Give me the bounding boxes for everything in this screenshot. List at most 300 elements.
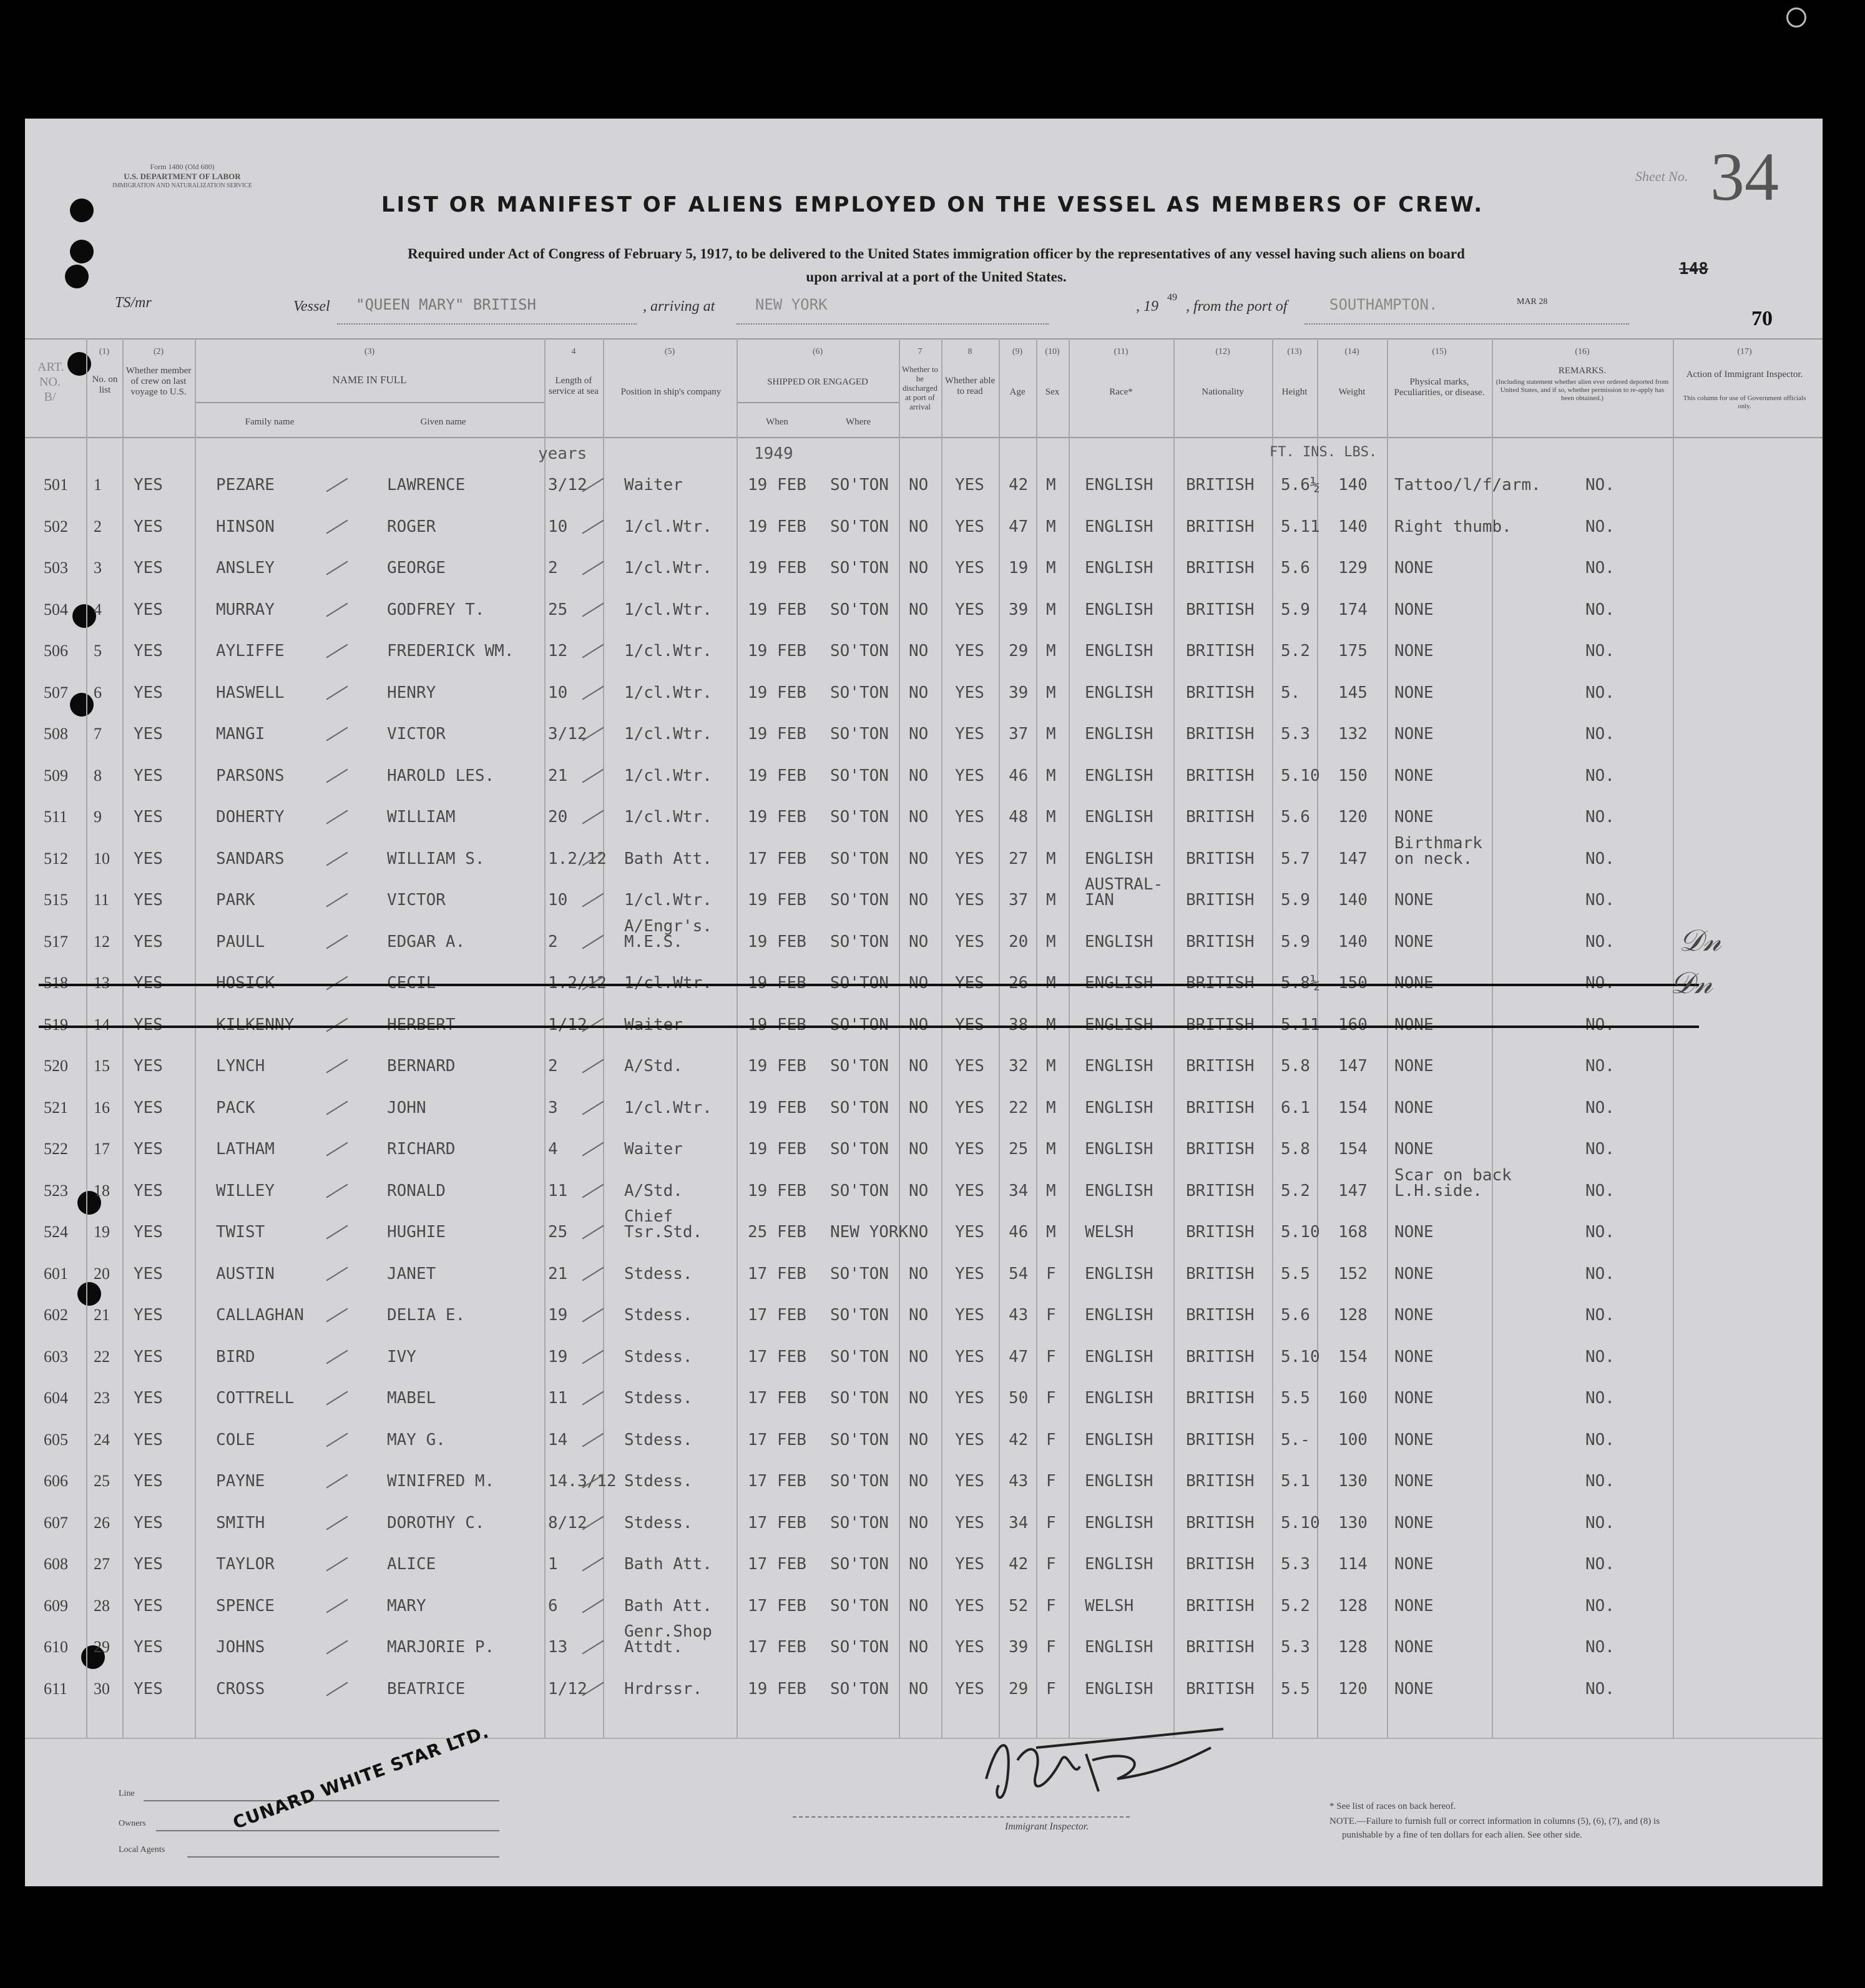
cell-physical-marks: NONE (1394, 1597, 1434, 1615)
cell-no-on-list: 27 (94, 1555, 110, 1573)
cell-discharged: NO (909, 891, 929, 909)
cell-remarks: NO. (1585, 683, 1615, 702)
cell-height: 5.5 (1281, 1389, 1310, 1408)
cell-shipped-when: 17 FEB (748, 1306, 806, 1325)
cell-nationality: BRITISH (1186, 559, 1255, 577)
cell-remarks: NO. (1585, 1140, 1615, 1158)
cell-age: 29 (1009, 1680, 1029, 1698)
header-no-on-list: No. on list (92, 375, 118, 395)
cell-able-to-read: YES (955, 1389, 984, 1408)
cell-physical-marks: Tattoo/l/f/arm. (1394, 476, 1541, 494)
cell-nationality: BRITISH (1186, 1597, 1255, 1615)
cell-discharged: NO (909, 1555, 929, 1574)
cell-weight: 120 (1338, 808, 1368, 826)
column-number: (15) (1432, 347, 1447, 356)
cell-height: 5.3 (1281, 1555, 1310, 1574)
cell-height: 5.10 (1281, 1223, 1320, 1241)
cell-height: 5.2 (1281, 1597, 1310, 1615)
cell-age: 42 (1009, 476, 1029, 494)
cell-height: 5.5 (1281, 1680, 1310, 1698)
cell-weight: 130 (1338, 1514, 1368, 1532)
units-years: years (538, 444, 587, 463)
cell-given-name: HUGHIE (387, 1223, 446, 1241)
cell-shipped-where: SO'TON (830, 1140, 889, 1158)
cell-discharged: NO (909, 808, 929, 826)
cell-shipped-where: SO'TON (830, 974, 889, 992)
cell-family-name: BIRD (216, 1348, 255, 1366)
cell-weight: 132 (1338, 725, 1368, 743)
cell-discharged: NO (909, 1265, 929, 1283)
header-remarks-note: (Including statement whether alien ever ordered deported from United States, and if so, whether permission to re-apply has been obtained.) (1495, 378, 1669, 402)
cell-family-name: LATHAM (216, 1140, 275, 1158)
cell-given-name: WILLIAM (387, 808, 456, 826)
cell-position: Stdess. (624, 1472, 693, 1491)
cell-able-to-read: YES (955, 766, 984, 785)
cell-remarks: NO. (1585, 1555, 1615, 1574)
cell-position: 1/cl.Wtr. (624, 974, 712, 992)
cell-able-to-read: YES (955, 1472, 984, 1491)
header-height: Height (1281, 387, 1308, 397)
cell-shipped-when: 17 FEB (748, 1555, 806, 1574)
cell-race: WELSH (1085, 1223, 1134, 1241)
cell-race: ENGLISH (1085, 1638, 1153, 1657)
cell-crew-member: YES (134, 1555, 163, 1574)
cell-length-of-service: 8/12 (548, 1514, 587, 1532)
cell-sex: M (1046, 559, 1056, 577)
cell-art-no: 608 (44, 1555, 68, 1573)
cell-sex: F (1046, 1555, 1056, 1574)
cell-race: ENGLISH (1085, 1265, 1153, 1283)
header-shipped-engaged: SHIPPED OR ENGAGED (767, 377, 868, 387)
cell-family-name: TAYLOR (216, 1555, 275, 1574)
cell-weight: 130 (1338, 1472, 1368, 1491)
arriving-underline (737, 323, 1049, 325)
cell-able-to-read: YES (955, 1099, 984, 1117)
cell-art-no: 603 (44, 1348, 68, 1366)
cell-remarks: NO. (1585, 850, 1615, 868)
cell-shipped-when: 17 FEB (748, 1638, 806, 1657)
cell-no-on-list: 2 (94, 517, 102, 536)
header-where: Where (846, 417, 871, 427)
cell-physical-marks: NONE (1394, 642, 1434, 660)
cell-given-name: ROGER (387, 517, 436, 536)
column-number: (2) (153, 347, 164, 356)
cell-position: Waiter (624, 476, 683, 494)
strike-through-line (39, 1026, 1699, 1028)
cell-shipped-when: 19 FEB (748, 1182, 806, 1200)
owners-underline (156, 1830, 499, 1831)
cell-length-of-service: 1/12 (548, 1016, 587, 1034)
cell-shipped-when: 19 FEB (748, 725, 806, 743)
cell-remarks: NO. (1585, 1016, 1615, 1034)
corner-mark (1786, 7, 1806, 27)
cell-race: ENGLISH (1085, 683, 1153, 702)
cell-age: 43 (1009, 1472, 1029, 1491)
inspector-initials: 𝒟𝓃 (1670, 967, 1713, 1000)
cell-discharged: NO (909, 1514, 929, 1532)
cell-sex: M (1046, 1223, 1056, 1241)
cell-sex: M (1046, 766, 1056, 785)
cell-age: 37 (1009, 725, 1029, 743)
cell-race: ENGLISH (1085, 642, 1153, 660)
cell-sex: F (1046, 1348, 1056, 1366)
cell-sex: M (1046, 725, 1056, 743)
cell-age: 46 (1009, 766, 1029, 785)
cell-no-on-list: 1 (94, 476, 102, 494)
cell-weight: 140 (1338, 933, 1368, 951)
cell-nationality: BRITISH (1186, 1223, 1255, 1241)
cell-remarks: NO. (1585, 1182, 1615, 1200)
cell-art-no: 507 (44, 683, 68, 702)
cell-length-of-service: 6 (548, 1597, 558, 1615)
cell-family-name: PARSONS (216, 766, 285, 785)
cell-shipped-when: 17 FEB (748, 1514, 806, 1532)
cell-no-on-list: 24 (94, 1431, 110, 1449)
cell-race: ENGLISH (1085, 600, 1153, 619)
cell-length-of-service: 4 (548, 1140, 558, 1158)
cell-no-on-list: 22 (94, 1348, 110, 1366)
cell-able-to-read: YES (955, 1597, 984, 1615)
column-number: (11) (1114, 347, 1128, 356)
cell-height: 5.10 (1281, 1514, 1320, 1532)
cell-shipped-where: SO'TON (830, 850, 889, 868)
cell-no-on-list: 10 (94, 850, 110, 868)
cell-no-on-list: 30 (94, 1680, 110, 1698)
cell-physical-marks: NONE (1394, 1389, 1434, 1408)
cell-shipped-when: 19 FEB (748, 600, 806, 619)
header-age: Age (1009, 387, 1026, 397)
cell-position: A/Std. (624, 1182, 683, 1200)
cell-height: 5.5 (1281, 1265, 1310, 1283)
cell-remarks: NO. (1585, 1099, 1615, 1117)
cell-family-name: AUSTIN (216, 1265, 275, 1283)
cell-shipped-when: 17 FEB (748, 1265, 806, 1283)
cell-nationality: BRITISH (1186, 1514, 1255, 1532)
cell-physical-marks: NONE (1394, 1431, 1434, 1449)
cell-weight: 160 (1338, 1016, 1368, 1034)
punch-hole (77, 1282, 101, 1306)
cell-nationality: BRITISH (1186, 850, 1255, 868)
cell-position: Stdess. (624, 1514, 693, 1532)
cell-given-name: DOROTHY C. (387, 1514, 485, 1532)
punch-hole (70, 693, 94, 717)
cell-weight: 128 (1338, 1638, 1368, 1657)
column-number: 7 (918, 347, 923, 356)
cell-art-no: 508 (44, 725, 68, 743)
cell-art-no: 517 (44, 933, 68, 951)
punch-hole (70, 240, 94, 263)
cell-given-name: WILLIAM S. (387, 850, 485, 868)
cell-sex: M (1046, 517, 1056, 536)
cell-physical-marks: NONE (1394, 1472, 1434, 1491)
cell-weight: 140 (1338, 517, 1368, 536)
cell-given-name: JOHN (387, 1099, 426, 1117)
cell-sex: M (1046, 1182, 1056, 1200)
cell-position: Bath Att. (624, 850, 712, 868)
cell-art-no: 602 (44, 1306, 68, 1324)
cell-age: 37 (1009, 891, 1029, 909)
cell-discharged: NO (909, 600, 929, 619)
cell-able-to-read: YES (955, 1140, 984, 1158)
cell-position: Stdess. (624, 1389, 693, 1408)
cell-height: 5.10 (1281, 1348, 1320, 1366)
cell-length-of-service: 12 (548, 642, 568, 660)
line-label: Line (119, 1789, 135, 1798)
cell-able-to-read: YES (955, 1680, 984, 1698)
cell-age: 32 (1009, 1057, 1029, 1075)
cell-race: ENGLISH (1085, 808, 1153, 826)
cell-sex: M (1046, 974, 1056, 992)
header-discharged: Whether to be discharged at port of arrival (901, 365, 939, 411)
cell-able-to-read: YES (955, 476, 984, 494)
cell-height: 5.1 (1281, 1472, 1310, 1491)
cell-age: 38 (1009, 1016, 1029, 1034)
cell-discharged: NO (909, 1057, 929, 1075)
cell-able-to-read: YES (955, 1223, 984, 1241)
cell-weight: 150 (1338, 974, 1368, 992)
cell-age: 52 (1009, 1597, 1029, 1615)
cell-sex: F (1046, 1680, 1056, 1698)
cell-shipped-where: SO'TON (830, 1306, 889, 1325)
local-agents-label: Local Agents (119, 1845, 165, 1854)
owners-label: Owners (119, 1819, 146, 1828)
cell-sex: F (1046, 1431, 1056, 1449)
cell-given-name: HENRY (387, 683, 436, 702)
cell-shipped-where: SO'TON (830, 559, 889, 577)
cell-position: 1/cl.Wtr. (624, 891, 712, 909)
cell-family-name: ANSLEY (216, 559, 275, 577)
cell-discharged: NO (909, 559, 929, 577)
cell-physical-marks: NONE (1394, 1265, 1434, 1283)
cell-sex: M (1046, 600, 1056, 619)
cell-sex: M (1046, 1099, 1056, 1117)
cell-art-no: 522 (44, 1140, 68, 1158)
cell-crew-member: YES (134, 891, 163, 909)
cell-height: 5.9 (1281, 891, 1310, 909)
cell-position: Waiter (624, 1140, 683, 1158)
cell-age: 39 (1009, 1638, 1029, 1657)
cell-length-of-service: 1.2/12 (548, 850, 607, 868)
cell-remarks: NO. (1585, 1348, 1615, 1366)
cell-given-name: RICHARD (387, 1140, 456, 1158)
cell-race: ENGLISH (1085, 517, 1153, 536)
cell-age: 27 (1009, 850, 1029, 868)
cell-position: 1/cl.Wtr. (624, 559, 712, 577)
cell-position: 1/cl.Wtr. (624, 517, 712, 536)
cell-shipped-when: 19 FEB (748, 476, 806, 494)
cell-crew-member: YES (134, 683, 163, 702)
cell-sex: M (1046, 1016, 1056, 1034)
cell-art-no: 515 (44, 891, 68, 909)
cell-crew-member: YES (134, 1431, 163, 1449)
cell-given-name: VICTOR (387, 725, 446, 743)
cell-art-no: 524 (44, 1223, 68, 1241)
cell-crew-member: YES (134, 1472, 163, 1491)
cell-age: 22 (1009, 1099, 1029, 1117)
cell-length-of-service: 25 (548, 1223, 568, 1241)
cell-height: 5.3 (1281, 1638, 1310, 1657)
cell-position: Stdess. (624, 1348, 693, 1366)
header-nationality: Nationality (1202, 387, 1244, 397)
cell-nationality: BRITISH (1186, 1555, 1255, 1574)
cell-family-name: PAYNE (216, 1472, 265, 1491)
cell-race: ENGLISH (1085, 1306, 1153, 1325)
cell-family-name: PARK (216, 891, 255, 909)
cell-nationality: BRITISH (1186, 1140, 1255, 1158)
cell-weight: 154 (1338, 1099, 1368, 1117)
cell-given-name: GEORGE (387, 559, 446, 577)
cell-sex: F (1046, 1638, 1056, 1657)
cell-remarks: NO. (1585, 725, 1615, 743)
cell-no-on-list: 3 (94, 559, 102, 577)
cell-no-on-list: 14 (94, 1016, 110, 1034)
cell-physical-marks: NONE (1394, 974, 1434, 992)
cell-weight: 154 (1338, 1140, 1368, 1158)
cell-weight: 175 (1338, 642, 1368, 660)
cell-nationality: BRITISH (1186, 1431, 1255, 1449)
units-height-weight: FT. INS. LBS. (1270, 444, 1378, 460)
cell-family-name: AYLIFFE (216, 642, 285, 660)
cell-shipped-where: SO'TON (830, 808, 889, 826)
cell-sex: F (1046, 1306, 1056, 1325)
cell-discharged: NO (909, 1638, 929, 1657)
cell-length-of-service: 10 (548, 517, 568, 536)
cell-art-no: 611 (44, 1680, 68, 1698)
cell-nationality: BRITISH (1186, 1057, 1255, 1075)
cell-crew-member: YES (134, 1265, 163, 1283)
cell-length-of-service: 3 (548, 1099, 558, 1117)
cell-given-name: FREDERICK WM. (387, 642, 514, 660)
column-rule (1069, 338, 1070, 1738)
cell-weight: 128 (1338, 1306, 1368, 1325)
cell-weight: 147 (1338, 850, 1368, 868)
cell-race: ENGLISH (1085, 1016, 1153, 1034)
cell-remarks: NO. (1585, 517, 1615, 536)
cell-given-name: MAY G. (387, 1431, 446, 1449)
cell-able-to-read: YES (955, 1348, 984, 1366)
scratched-number: 148 (1679, 260, 1708, 278)
manifest-title: LIST OR MANIFEST OF ALIENS EMPLOYED ON THE VESSEL AS MEMBERS OF CREW. (381, 192, 1484, 217)
cell-shipped-where: SO'TON (830, 1348, 889, 1366)
cell-physical-marks: NONE (1394, 683, 1434, 702)
cell-length-of-service: 1.2/12 (548, 974, 607, 992)
cell-art-no: 519 (44, 1016, 68, 1034)
cell-weight: 120 (1338, 1680, 1368, 1698)
column-rule (86, 338, 87, 1738)
cell-shipped-where: SO'TON (830, 891, 889, 909)
cell-physical-marks: NONE (1394, 1223, 1434, 1241)
vessel-underline (337, 323, 637, 325)
cell-discharged: NO (909, 974, 929, 992)
cell-physical-marks: Scar on back L.H.side. (1394, 1166, 1512, 1200)
cell-height: 5.6½ (1281, 476, 1320, 494)
cell-shipped-when: 19 FEB (748, 517, 806, 536)
form-service: IMMIGRATION AND NATURALIZATION SERVICE (112, 182, 252, 189)
cell-age: 29 (1009, 642, 1029, 660)
cell-height: 5.7 (1281, 850, 1310, 868)
cell-no-on-list: 26 (94, 1514, 110, 1532)
cell-age: 43 (1009, 1306, 1029, 1325)
cell-able-to-read: YES (955, 933, 984, 951)
cell-shipped-where: SO'TON (830, 517, 889, 536)
cell-nationality: BRITISH (1186, 1182, 1255, 1200)
arrival-date: MAR 28 (1517, 297, 1548, 306)
column-number: (5) (664, 347, 675, 356)
cell-crew-member: YES (134, 1016, 163, 1034)
cell-weight: 100 (1338, 1431, 1368, 1449)
cell-able-to-read: YES (955, 1016, 984, 1034)
cell-remarks: NO. (1585, 642, 1615, 660)
cell-able-to-read: YES (955, 808, 984, 826)
cell-physical-marks: NONE (1394, 600, 1434, 619)
cell-family-name: SANDARS (216, 850, 285, 868)
cell-weight: 168 (1338, 1223, 1368, 1241)
cell-able-to-read: YES (955, 1306, 984, 1325)
cell-discharged: NO (909, 1348, 929, 1366)
cell-race: ENGLISH (1085, 1182, 1153, 1200)
cell-shipped-when: 19 FEB (748, 683, 806, 702)
column-rule (122, 338, 124, 1738)
cell-sex: F (1046, 1389, 1056, 1408)
cell-position: Hrdrssr. (624, 1680, 703, 1698)
cell-remarks: NO. (1585, 1223, 1615, 1241)
header-art-no: ART. NO. B/ (37, 360, 64, 404)
cell-nationality: BRITISH (1186, 891, 1255, 909)
cell-given-name: CECIL (387, 974, 436, 992)
cell-race: ENGLISH (1085, 933, 1153, 951)
cell-crew-member: YES (134, 766, 163, 785)
cell-shipped-where: SO'TON (830, 1099, 889, 1117)
cell-art-no: 503 (44, 559, 68, 577)
cell-length-of-service: 19 (548, 1306, 568, 1325)
cell-crew-member: YES (134, 1057, 163, 1075)
cell-remarks: NO. (1585, 933, 1615, 951)
cell-race: WELSH (1085, 1597, 1134, 1615)
cell-shipped-when: 19 FEB (748, 1057, 806, 1075)
cell-position: A/Std. (624, 1057, 683, 1075)
cell-no-on-list: 16 (94, 1099, 110, 1117)
cell-nationality: BRITISH (1186, 725, 1255, 743)
cell-length-of-service: 2 (548, 1057, 558, 1075)
cell-weight: 140 (1338, 891, 1368, 909)
vessel-label: Vessel (293, 298, 330, 315)
cell-physical-marks: NONE (1394, 891, 1434, 909)
cell-family-name: KILKENNY (216, 1016, 295, 1034)
cell-race: ENGLISH (1085, 1348, 1153, 1366)
cell-shipped-where: SO'TON (830, 1597, 889, 1615)
cell-crew-member: YES (134, 1140, 163, 1158)
inspector-signature (974, 1723, 1236, 1816)
cell-discharged: NO (909, 642, 929, 660)
cell-shipped-when: 19 FEB (748, 933, 806, 951)
cell-position: 1/cl.Wtr. (624, 725, 712, 743)
cell-given-name: LAWRENCE (387, 476, 466, 494)
cell-given-name: MARY (387, 1597, 426, 1615)
cell-family-name: DOHERTY (216, 808, 285, 826)
cell-given-name: BERNARD (387, 1057, 456, 1075)
cell-crew-member: YES (134, 1389, 163, 1408)
cell-sex: F (1046, 1514, 1056, 1532)
column-number: (16) (1575, 347, 1590, 356)
cell-shipped-when: 17 FEB (748, 1472, 806, 1491)
cell-sex: M (1046, 808, 1056, 826)
cell-shipped-where: NEW YORK (830, 1223, 909, 1241)
cell-nationality: BRITISH (1186, 1265, 1255, 1283)
cell-physical-marks: NONE (1394, 1057, 1434, 1075)
column-rule (1673, 338, 1674, 1738)
header-sex: Sex (1045, 387, 1060, 397)
cell-race: ENGLISH (1085, 1472, 1153, 1491)
